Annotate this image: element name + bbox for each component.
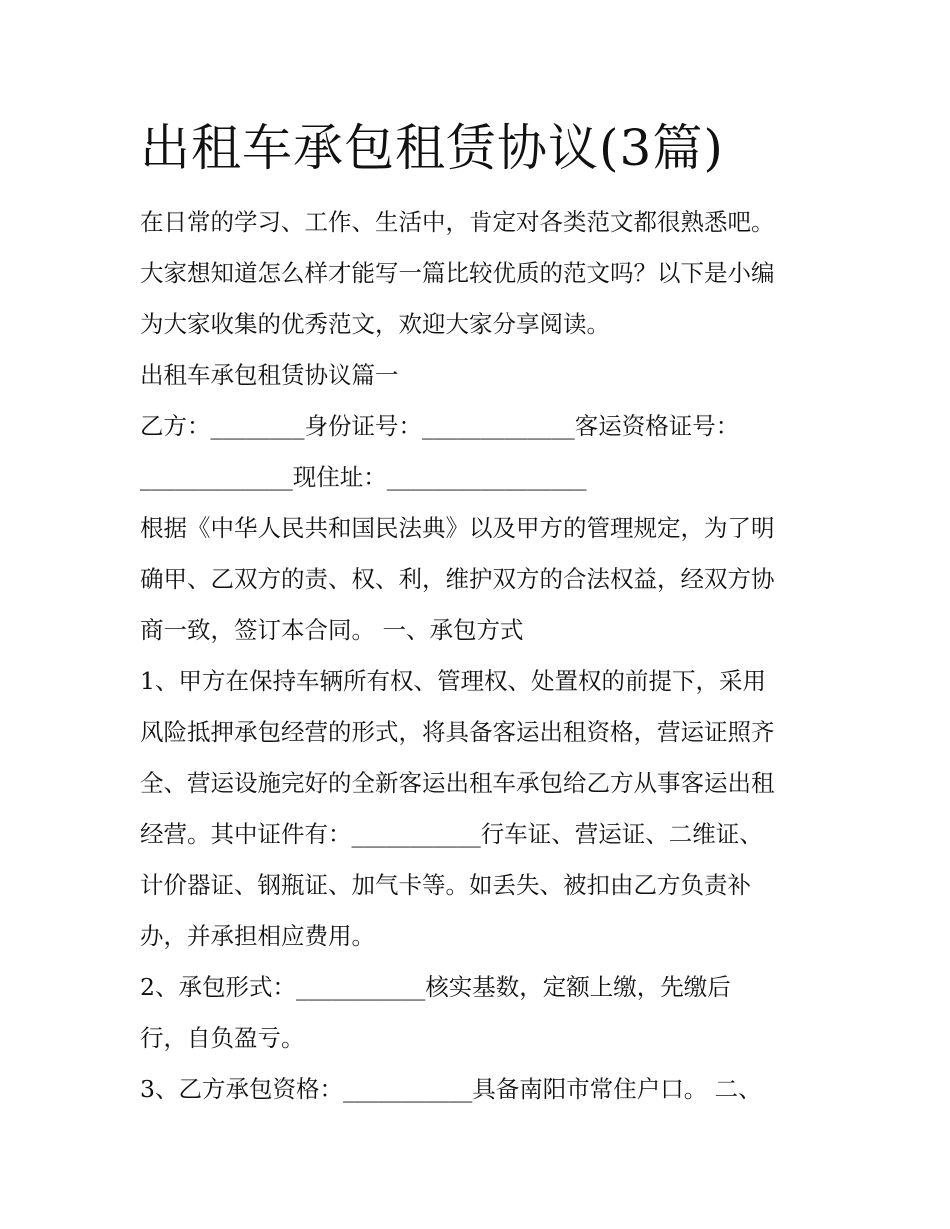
- party-b-line: 乙方：________身份证号：_____________客运资格证号：: [140, 412, 740, 440]
- section-heading: 出租车承包租赁协议篇一: [140, 361, 399, 389]
- preamble-line-2: 确甲、乙双方的责、权、利，维护双方的合法权益，经双方协: [140, 565, 775, 593]
- clause-1-line-6: 办，并承担相应费用。: [140, 922, 375, 950]
- clause-1-line-3: 全、营运设施完好的全新客运出租车承包给乙方从事客运出租: [140, 769, 775, 797]
- clause-2-line-1: 2、承包形式：___________核实基数，定额上缴，先缴后: [140, 973, 731, 1001]
- preamble-line-1: 根据《中华人民共和国民法典》以及甲方的管理规定，为了明: [140, 514, 775, 542]
- clause-1-line-1: 1、甲方在保持车辆所有权、管理权、处置权的前提下，采用: [140, 667, 766, 695]
- intro-line-3: 为大家收集的优秀范文，欢迎大家分享阅读。: [140, 310, 610, 338]
- preamble-line-3: 商一致，签订本合同。 一、承包方式: [140, 616, 524, 644]
- address-line: _____________现住址：_________________: [140, 463, 587, 491]
- clause-3-line-1: 3、乙方承包资格：___________具备南阳市常住户口。 二、: [140, 1075, 762, 1103]
- clause-1-line-5: 计价器证、钢瓶证、加气卡等。如丢失、被扣由乙方负责补: [140, 871, 751, 899]
- document-title: 出租车承包租赁协议(3篇): [140, 119, 724, 177]
- clause-1-line-2: 风险抵押承包经营的形式，将具备客运出租资格，营运证照齐: [140, 718, 775, 746]
- intro-line-1: 在日常的学习、工作、生活中，肯定对各类范文都很熟悉吧。: [140, 208, 775, 236]
- intro-line-2: 大家想知道怎么样才能写一篇比较优质的范文吗？以下是小编: [140, 259, 775, 287]
- clause-2-line-2: 行，自负盈亏。: [140, 1024, 305, 1052]
- clause-1-line-4: 经营。其中证件有：___________行车证、营运证、二维证、: [140, 820, 763, 848]
